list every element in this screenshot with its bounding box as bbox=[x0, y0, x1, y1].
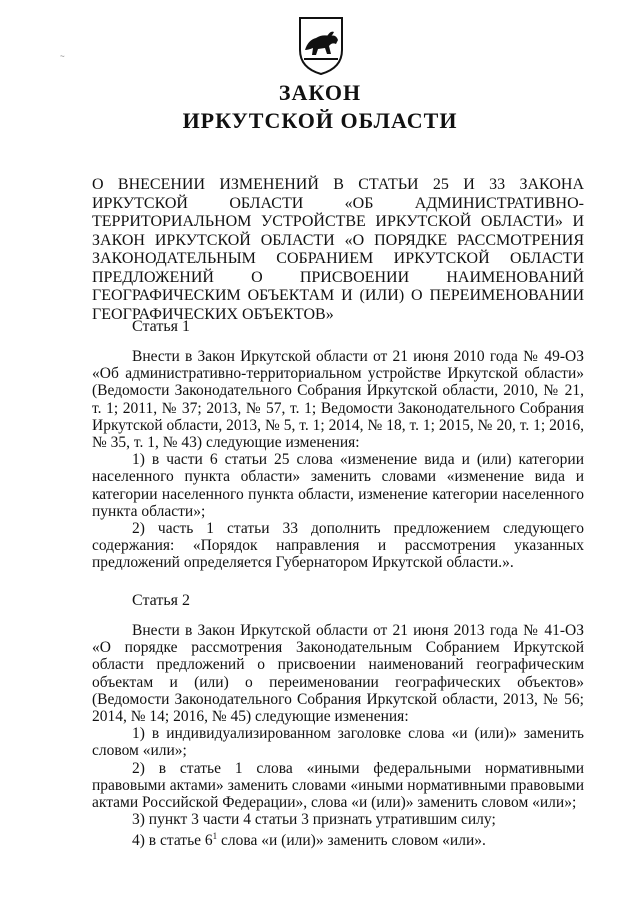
article-1-intro: Внести в Закон Иркутской области от 21 июня 2010 года № 49-ОЗ «Об административно-территориальном устройстве Иркутской области» (Ведомости Законодательного Собрания Иркутской области, 2010, № 21, т. 1; 2011, № 37; 2013, № 57, т. 1; Ведомости Законодательного Собрания Иркутской области, 2013, № 5, т. 1; 2014, № 18, т. 1; 2015, № 20, т. 1; 2016, № 35, т. 1, № 43) следующие изменения: bbox=[92, 348, 584, 452]
article-2-label: Статья 2 bbox=[132, 592, 190, 609]
article-1-body bbox=[92, 348, 584, 572]
document-title-line1: ЗАКОН bbox=[278, 80, 362, 105]
law-heading: О ВНЕСЕНИИ ИЗМЕНЕНИЙ В СТАТЬИ 25 И 33 ЗАКОНА ИРКУТСКОЙ ОБЛАСТИ «ОБ АДМИНИСТРАТИВНО-ТЕРРИТОРИАЛЬНОМ УСТРОЙСТВЕ ИРКУТСКОЙ ОБЛАСТИ» И ЗАКОН ИРКУТСКОЙ ОБЛАСТИ «О ПОРЯДКЕ РАССМОТРЕНИЯ ЗАКОНОДАТЕЛЬНЫМ СОБРАНИЕМ ИРКУТСКОЙ ОБЛАСТИ ПРЕДЛОЖЕНИЙ О ПРИСВОЕНИИ НАИМЕНОВАНИЙ ГЕОГРАФИЧЕСКИМ ОБЪЕКТАМ И (ИЛИ) О ПЕРЕИМЕНОВАНИИ ГЕОГРАФИЧЕСКИХ ОБЪЕКТОВ» bbox=[92, 176, 584, 323]
article-2-item-4 bbox=[92, 828, 584, 849]
article-1-item-1: 1) в части 6 статьи 25 слова «изменение вида и (или) категории населенного пункта области» заменить словами «изменение вида и категории населенного пункта области, изменение категории населенного пункта области»; bbox=[92, 451, 584, 520]
article-2-item-4-superscript: 1 bbox=[212, 831, 218, 842]
article-2-item-2: 2) в статье 1 слова «иными федеральными нормативными правовыми актами» заменить словами «иными нормативными правовыми актами Российской Федерации», слова «и (или)» заменить словом «или»; bbox=[92, 759, 584, 812]
coat-of-arms-icon bbox=[296, 14, 346, 76]
article-2-item-4-start: 4) в статье 6 bbox=[132, 832, 213, 850]
article-1-item-2: 2) часть 1 статьи 33 дополнить предложением следующего содержания: «Порядок направления и рассмотрения указанных предложений определяется Губернатором Иркутской области.». bbox=[92, 520, 584, 572]
article-1-label: Статья 1 bbox=[132, 318, 190, 335]
margin-mark: ~ bbox=[60, 52, 65, 61]
article-2-intro: Внести в Закон Иркутской области от 21 июня 2013 года № 41-ОЗ «О порядке рассмотрения Законодательным Собранием Иркутской области предложений о присвоении наименований географическим объектам и (или) о переименовании географических объектов» (Ведомости Законодательного Собрания Иркутской области, 2013, № 56; 2014, № 14; 2016, № 45) следующие изменения: bbox=[92, 622, 584, 726]
article-2-item-1: 1) в индивидуализированном заголовке слова «и (или)» заменить словом «или»; bbox=[92, 725, 584, 760]
article-2-body bbox=[92, 622, 584, 850]
document-title-line2: ИРКУТСКОЙ ОБЛАСТИ bbox=[182, 108, 458, 133]
article-2-item-3: 3) пункт 3 части 4 статьи 3 признать утратившим силу; bbox=[132, 811, 496, 829]
article-2-item-4-end: слова «и (или)» заменить словом «или». bbox=[217, 832, 486, 850]
